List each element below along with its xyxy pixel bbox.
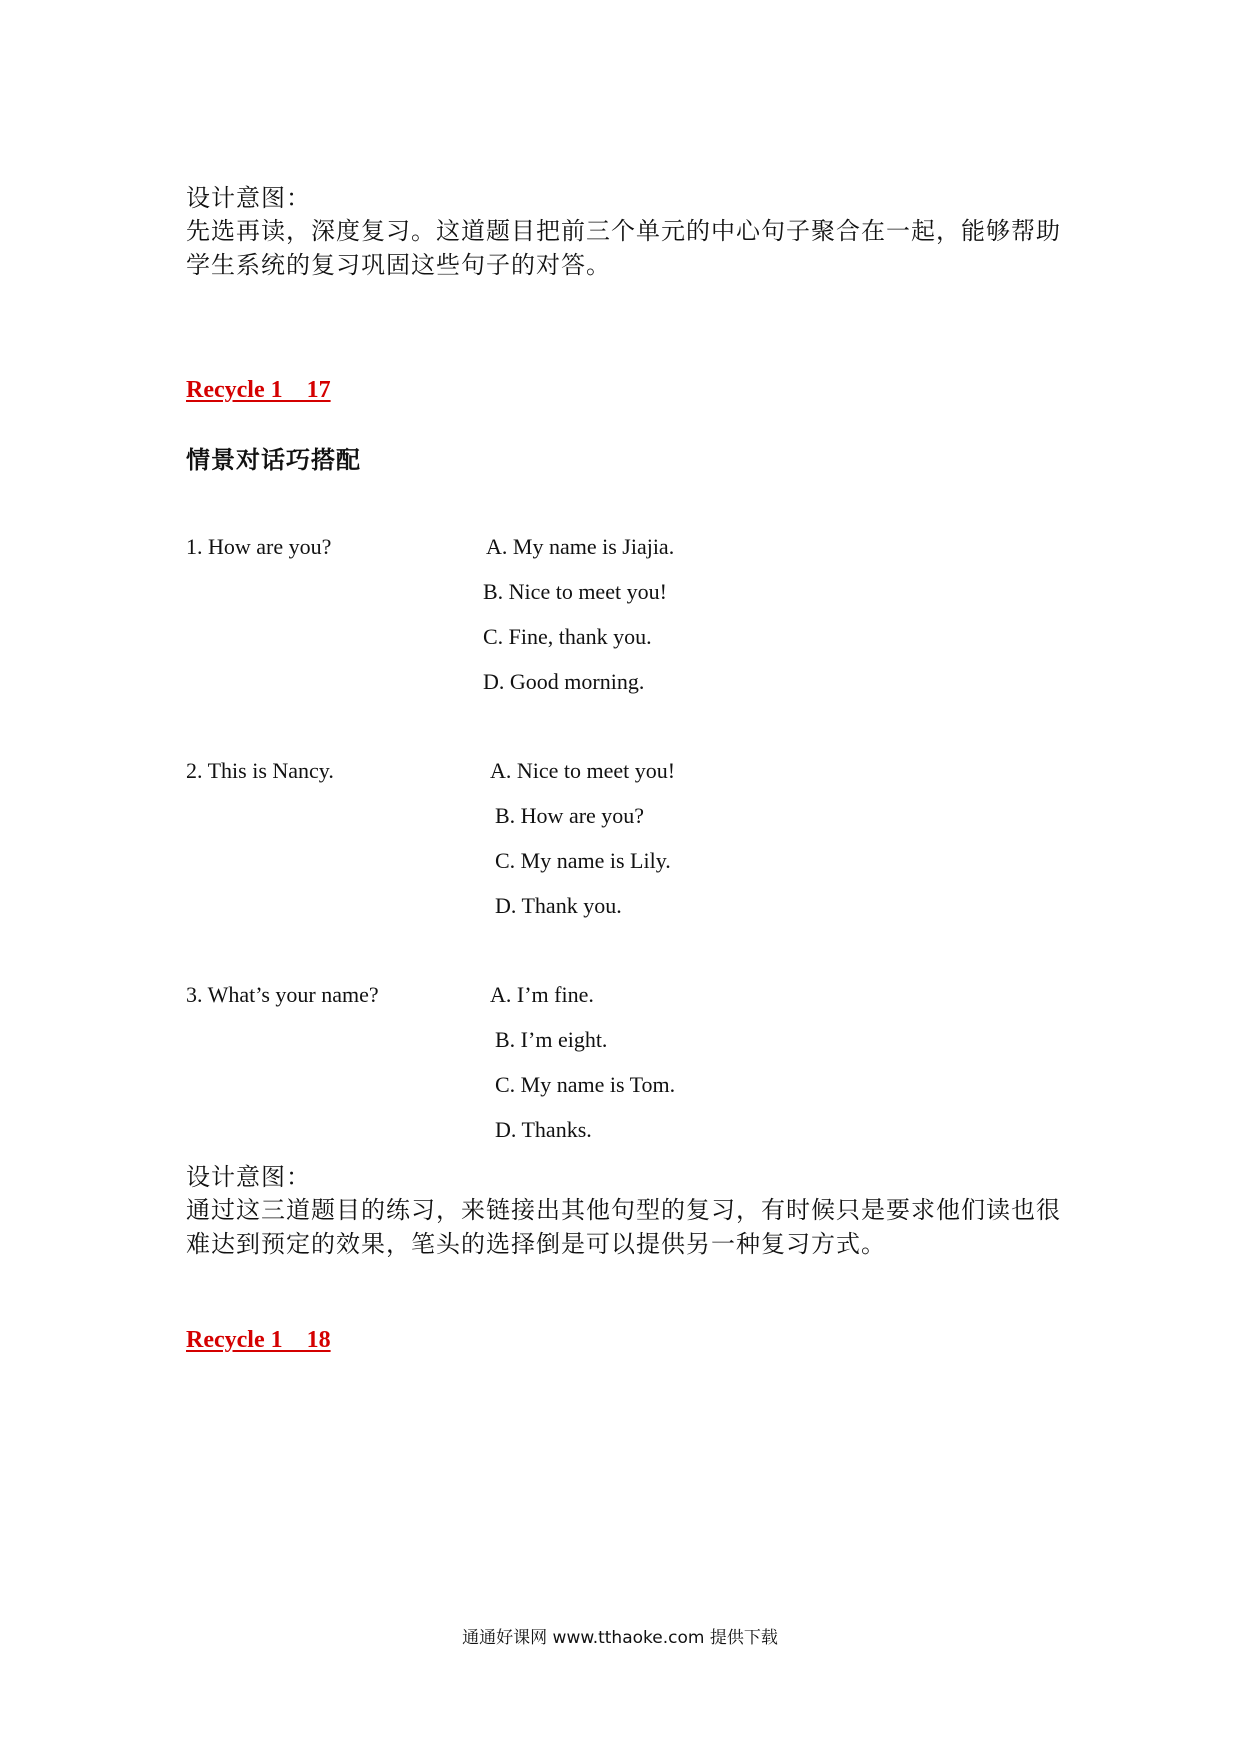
question-1-option-d: D. Good morning. <box>483 669 645 694</box>
question-2-option-d: D. Thank you. <box>495 893 622 918</box>
section-heading-recycle-17: Recycle 1 17 <box>186 377 331 403</box>
question-1-option-a: A. My name is Jiajia. <box>486 534 675 559</box>
section-subtitle: 情景对话巧搭配 <box>186 446 361 474</box>
question-3: 3. What’s your name? <box>186 982 379 1007</box>
paragraph-line: 先选再读，深度复习。这道题目把前三个单元的中心句子聚合在一起，能够帮助 <box>186 217 1061 245</box>
question-1-option-b: B. Nice to meet you! <box>483 579 667 604</box>
question-2-option-b: B. How are you? <box>495 803 645 828</box>
page-footer: 通通好课网 www.tthaoke.com 提供下载 <box>462 1628 778 1648</box>
question-2-option-a: A. Nice to meet you! <box>490 758 676 783</box>
design-intent-paragraph-2 <box>186 1193 1066 1261</box>
question-3-option-c: C. My name is Tom. <box>495 1072 676 1097</box>
question-3-option-d: D. Thanks. <box>495 1117 592 1142</box>
question-2-option-c: C. My name is Lily. <box>495 848 671 873</box>
paragraph-line: 学生系统的复习巩固这些句子的对答。 <box>186 251 611 279</box>
design-intent-label-2: 设计意图： <box>186 1163 311 1191</box>
section-heading-recycle-18: Recycle 1 18 <box>186 1327 331 1353</box>
question-1: 1. How are you? <box>186 534 332 559</box>
paragraph-line: 难达到预定的效果，笔头的选择倒是可以提供另一种复习方式。 <box>186 1230 886 1258</box>
question-3-option-b: B. I’m eight. <box>495 1027 608 1052</box>
question-2: 2. This is Nancy. <box>186 758 334 783</box>
paragraph-line: 通过这三道题目的练习，来链接出其他句型的复习，有时候只是要求他们读也很 <box>186 1196 1061 1224</box>
design-intent-paragraph <box>186 214 1066 282</box>
question-1-option-c: C. Fine, thank you. <box>483 624 652 649</box>
question-3-option-a: A. I’m fine. <box>490 982 594 1007</box>
design-intent-label: 设计意图： <box>186 184 311 212</box>
